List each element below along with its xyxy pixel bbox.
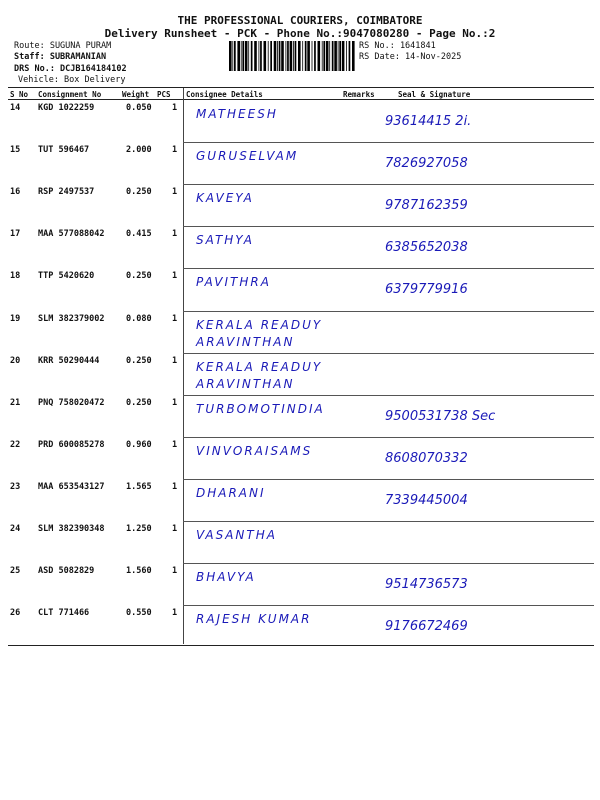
barcode-bar [234,41,236,71]
row-signature: 9176672469 [385,619,468,635]
barcode-bar [338,41,339,71]
barcode-bar [334,41,337,71]
row-consignee-name: SATHYA [196,233,254,248]
barcode-bar [312,41,313,71]
barcode-bar [305,41,307,71]
row-consignment-no: TTP 5420620 [38,271,95,282]
row-consignee-name: VINVORAISAMS [196,443,313,458]
barcode-bar [232,41,233,71]
row-sno: 14 [10,103,21,113]
row-weight: 0.415 [126,229,152,240]
barcode-bar [298,41,301,71]
barcode-bar [352,41,355,71]
row-sno: 17 [10,229,21,240]
row-consignee-name: MATHEESH [196,107,278,121]
row-consignee-name: KERALA READUY ARAVINTHAN [196,359,323,391]
col-seal: Seal & Signature [398,90,471,99]
row-divider [183,311,594,312]
row-weight: 2.000 [126,145,152,156]
barcode-bar [260,41,262,71]
barcode-bar [346,41,347,71]
row-consignee-name: VASANTHA [196,528,277,542]
barcode-bar [295,41,297,71]
route-label: Route: SUGUNA PURAM [14,41,112,51]
row-consignee-name: KERALA READUY ARAVINTHAN [196,317,323,349]
row-divider [183,437,594,438]
row-consignee-name: TURBOMOTINDIA [196,401,325,416]
row-weight: 0.080 [126,313,152,324]
row-sno: 19 [10,313,21,324]
consignee-column-rule [183,88,184,644]
row-sno: 25 [10,566,21,577]
row-consignment-no: TUT 596467 [38,145,90,156]
row-sno: 15 [10,145,21,156]
drs-label: DRS No.: DCJB164184102 [14,64,127,74]
table-bottom-rule [8,645,594,646]
row-divider [183,395,594,396]
row-pcs: 1 [172,481,178,492]
row-weight: 0.960 [126,439,152,450]
row-consignee-name: KAVEYA [196,191,254,206]
barcode-bar [293,41,294,71]
row-sno: 24 [10,524,21,534]
row-sno: 16 [10,187,21,198]
barcode-bar [290,41,293,71]
row-signature: 6385652038 [385,240,468,256]
col-sno: S No [10,90,29,99]
row-consignment-no: ASD 5082829 [38,566,95,577]
col-pcs: PCS [157,90,171,99]
barcode-bar [242,41,244,71]
col-consignment: Consignment No [38,90,102,99]
row-divider [183,605,594,606]
row-consignment-no: CLT 771466 [38,608,90,619]
barcode-bar [245,41,248,71]
row-pcs: 1 [172,566,178,577]
row-signature: 93614415 2i. [385,114,472,129]
row-signature: 9514736573 [385,577,468,593]
row-signature: 7826927058 [385,156,468,172]
barcode-bar [307,41,310,71]
rs-no-label: RS No.: 1641841 [359,41,436,51]
row-weight: 1.250 [126,524,152,534]
row-consignee-name: BHAVYA [196,570,256,585]
row-consignment-no: KRR 50290444 [38,355,100,366]
barcode-bar [229,41,232,71]
row-pcs: 1 [172,439,178,450]
barcode-bar [264,41,267,71]
barcode-bar [277,41,278,71]
row-divider [183,521,594,522]
barcode-bar [274,41,277,71]
row-signature: 9787162359 [385,198,468,214]
row-divider [183,226,594,227]
row-consignment-no: RSP 2497537 [38,187,95,198]
row-weight: 0.250 [126,397,152,408]
barcode-bar [332,41,334,71]
document-subtitle: Delivery Runsheet - PCK - Phone No.:9047080280 - Page No.:2 [104,27,496,40]
barcode-bar [323,41,325,71]
vehicle-label: Vehicle: Box Delivery [18,75,126,85]
table-header-rule [8,99,594,100]
row-pcs: 1 [172,103,178,113]
row-divider [183,479,594,480]
barcode-bar [287,41,289,71]
barcode-bar [342,41,345,71]
barcode-bar [286,41,287,71]
row-pcs: 1 [172,355,178,366]
row-consignment-no: SLM 382379002 [38,313,105,324]
row-weight: 0.250 [126,271,152,282]
row-sno: 22 [10,439,21,450]
row-consignment-no: SLM 382390348 [38,524,105,534]
document-title: THE PROFESSIONAL COURIERS, COIMBATORE [177,14,423,27]
row-signature: 7339445004 [385,492,468,508]
barcode-bar [322,41,323,71]
row-pcs: 1 [172,229,178,240]
row-weight: 0.050 [126,103,152,113]
barcode-icon [229,41,357,71]
barcode-bar [251,41,253,71]
row-pcs: 1 [172,524,178,534]
row-signature: 6379779916 [385,282,468,298]
barcode-bar [241,41,242,71]
row-divider [183,268,594,269]
barcode-bar [259,41,260,71]
barcode-bar [237,41,240,71]
barcode-bar [349,41,351,71]
row-pcs: 1 [172,313,178,324]
row-sno: 26 [10,608,21,619]
staff-label: Staff: SUBRAMANIAN [14,52,107,62]
row-weight: 1.560 [126,566,152,577]
barcode-bar [281,41,284,71]
barcode-bar [339,41,341,71]
row-divider [183,563,594,564]
row-consignment-no: MAA 653543127 [38,481,105,492]
row-pcs: 1 [172,608,178,619]
row-weight: 0.250 [126,355,152,366]
row-consignee-name: PAVITHRA [196,275,271,290]
barcode-bar [248,41,249,71]
row-consignment-no: PNQ 758020472 [38,397,105,408]
row-consignee-name: RAJESH KUMAR [196,612,312,627]
row-weight: 0.550 [126,608,152,619]
barcode-bar [268,41,269,71]
row-pcs: 1 [172,145,178,156]
barcode-bar [302,41,303,71]
col-remarks: Remarks [343,90,375,99]
barcode-bar [279,41,281,71]
row-weight: 1.565 [126,481,152,492]
row-divider [183,353,594,354]
barcode-bar [270,41,272,71]
row-consignee-name: GURUSELVAM [196,149,299,164]
row-signature: 8608070332 [385,450,468,466]
row-consignment-no: KGD 1022259 [38,103,95,113]
row-weight: 0.250 [126,187,152,198]
table-top-rule [8,87,594,88]
row-sno: 21 [10,397,21,408]
barcode-bar [318,41,321,71]
barcode-bar [329,41,330,71]
barcode-bar [326,41,329,71]
row-sno: 23 [10,481,21,492]
row-pcs: 1 [172,187,178,198]
row-pcs: 1 [172,397,178,408]
barcode-bar [314,41,316,71]
col-weight: Weight [122,90,150,99]
row-divider [183,184,594,185]
row-consignment-no: MAA 577088042 [38,229,105,240]
row-consignee-name: DHARANI [196,485,266,500]
barcode-bar [254,41,257,71]
row-consignment-no: PRD 600085278 [38,439,105,450]
col-consignee: Consignee Details [186,90,263,99]
row-pcs: 1 [172,271,178,282]
row-divider [183,142,594,143]
rs-date-label: RS Date: 14-Nov-2025 [359,52,462,62]
row-sno: 20 [10,355,21,366]
row-sno: 18 [10,271,21,282]
row-signature: 9500531738 Sec [385,408,496,424]
